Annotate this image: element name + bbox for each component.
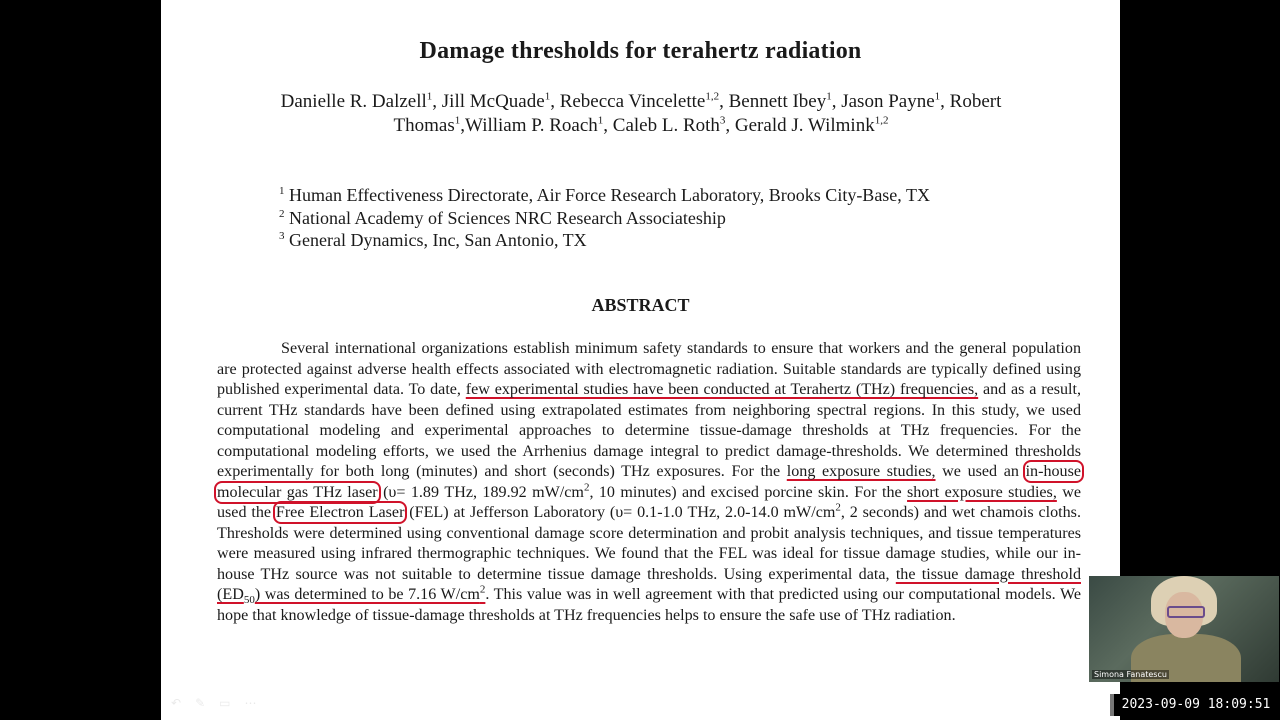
paper-title: Damage thresholds for terahertz radiation (419, 38, 862, 64)
slideshow-toolbar (171, 696, 256, 710)
red-underline-annotation: the tissue damage threshold $(ED_{50})$ was determined to be 7.16 $W/cm^2$ (217, 565, 1081, 607)
author: Robert Thomas$^1$ (393, 91, 1002, 136)
affiliation: $^3$ General Dynamics, Inc, San Antonio, TX (279, 230, 587, 250)
participant-video-thumbnail[interactable] (1089, 576, 1279, 682)
author: Bennett Ibey$^1$ (728, 90, 832, 112)
more-icon[interactable]: ⋯ (244, 696, 257, 710)
screen-icon[interactable]: ▭ (219, 696, 231, 710)
red-box-annotation: in-house molecular gas THz laser (217, 463, 1081, 501)
affiliations (279, 184, 930, 252)
abstract-heading: ABSTRACT (591, 295, 690, 315)
author: William P. Roach$^1$ (465, 114, 604, 136)
affiliation: $^1$ Human Effectiveness Directorate, Air Force Research Laboratory, Brooks City-Base, TX (279, 185, 930, 205)
abstract-body: Several international organizations establish minimum safety standards to ensure that workers and the general population are protected against adverse health effects associated with electromagnetic radiation. Suitable standards are typically defined using published experimental data. To date, few experimental studies have been conducted at Terahertz (THz) frequencies, and as a result, current THz standards have been defined using extrapolated estimates from neighboring spectral regions. In this study, we used computational modeling and experimental approaches to determine tissue-damage thresholds at THz frequencies. For the computational modeling efforts, we used the Arrhenius damage integral to predict damage-thresholds. We determined thresholds experimentally for both long (minutes) and short (seconds) THz exposures. For the long exposure studies, we used an in-house molecular gas THz laser (υ= 1.89 THz, 189.92 $mW/cm^2$, 10 minutes) and excised porcine skin. For the short exposure studies, we used the Free Electron Laser (FEL) at Jefferson Laboratory (υ= 0.1-1.0 THz, 2.0-14.0 $mW/cm^2$, 2 seconds) and wet chamois cloths. Thresholds were determined using conventional damage score determination and probit analysis techniques, and tissue temperatures were measured using infrared thermographic techniques. We found that the FEL was ideal for tissue damage studies, while our in-house THz source was not suitable to determine tissue damage thresholds. Using experimental data, the tissue damage threshold $(ED_{50})$ was determined to be 7.16 $W/cm^2$. This value was in well agreement with that predicted using our computational models. We hope that knowledge of tissue-damage thresholds at THz frequencies helps to ensure the safe use of THz radiation. (217, 340, 1082, 624)
author: Caleb L. Roth$^3$ (612, 114, 726, 136)
author: Gerald J. Wilmink$^{1,2}$ (734, 114, 889, 136)
author: Danielle R. Dalzell$^1$ (280, 90, 433, 112)
affiliation: $^2$ National Academy of Sciences NRC Research Associateship (279, 207, 726, 228)
red-box-annotation: Free Electron Laser (275, 504, 405, 521)
recording-timestamp: 2023-09-09 18:09:51 (1112, 694, 1280, 716)
author: Rebecca Vincelette$^{1,2}$ (559, 90, 720, 112)
red-underline-annotation: long exposure studies, (786, 463, 936, 480)
presentation-slide (161, 0, 1120, 720)
red-underline-annotation: few experimental studies have been conducted at Terahertz (THz) frequencies, (465, 381, 979, 398)
red-underline-annotation: short exposure studies, (907, 483, 1057, 501)
glasses (1167, 606, 1205, 618)
pen-icon[interactable]: ✎ (195, 696, 206, 710)
author: Jill McQuade$^1$ (441, 90, 551, 112)
author-list: Danielle R. Dalzell$^1$, Jill McQuade$^1$, Rebecca Vincelette$^{1,2}$, Bennett Ibey$^1$, Jason Payne$^1$, Robert Thomas$^1$,William P. Roach$^1$, Caleb L. Roth$^3$, Gerald J. Wilmink$^{1,2}$ (280, 90, 1002, 136)
author: Jason Payne$^1$ (841, 90, 941, 112)
back-arrow-icon[interactable]: ↶ (171, 696, 182, 710)
participant-name-label: Simona Fanatescu (1094, 670, 1167, 679)
